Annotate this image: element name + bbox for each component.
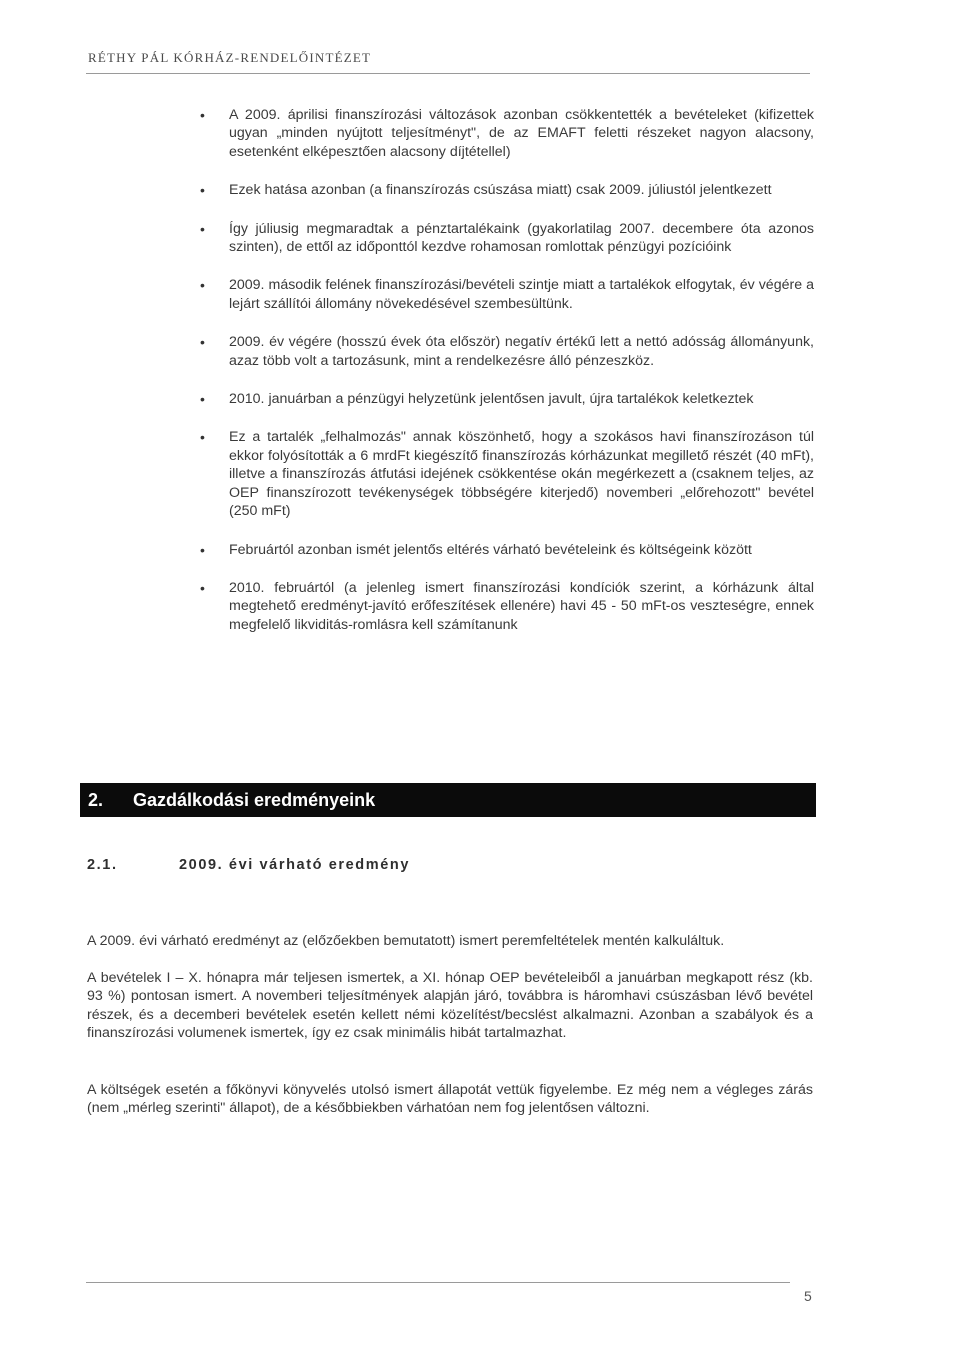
page-number: 5 <box>804 1288 812 1304</box>
body-paragraph: A 2009. évi várható eredményt az (előzőekben bemutatott) ismert peremfeltételek mentén kalkuláltuk. <box>87 933 725 949</box>
subsection-title: 2009. évi várható eredmény <box>179 857 411 873</box>
body-paragraph: A bevételek I – X. hónapra már teljesen ismertek, a XI. hónap OEP bevételeiből a januárban megkapott rész (kb. 93 %) pontosan ismert. A novemberi teljesítmények alapján járó, továbbra is háromhavi csúszásban lévő bevétel részek, és a decemberi bevételek esetén kellett némi közelítést/becslést alkalmazni. Azonban a szabályok és a finanszírozási volumenek ismertek, így ez csak minimális hibát tartalmazhat. <box>87 970 813 1042</box>
bullet-item: • Ez a tartalék „felhalmozás" annak köszönhető, hogy a szokásos havi finanszírozáson túl ekkor folyósították a 6 mrdFt kiegészítő finanszírozás kórházunkat megillető részét (40 mFt), illetve a finanszírozás átfutási idejének csökkentése okán megérkezett a (csaknem teljes, az OEP finanszírozott tevékenységek többségére kiterjedő) novemberi „előrehozott" bevétel (250 mFt) <box>200 428 814 520</box>
section-title: Gazdálkodási eredményeink <box>133 790 376 810</box>
bullet-item: • 2009. második felének finanszírozási/bevételi szintje miatt a tartalékok elfogytak, év végére a lejárt szállítói állomány növekedésével szembesültünk. <box>200 276 814 313</box>
footer-divider <box>86 1282 790 1283</box>
header-divider <box>86 73 810 74</box>
subsection-number: 2.1. <box>87 857 118 873</box>
bullet-item: • 2009. év végére (hosszú évek óta először) negatív értékű lett a nettó adósság állományunk, azaz több volt a tartozásunk, mint a rendelkezésre álló pénzeszköz. <box>200 333 814 370</box>
bullet-item: • A 2009. áprilisi finanszírozási változások azonban csökkentették a bevételeket (kifizettek ugyan „minden nyújtott teljesítményt", de az EMAFT feletti részeket nagyon alacsony, esetenként elképesztően alacsony díjtétellel) <box>200 106 814 161</box>
bullet-list <box>200 106 814 654</box>
body-paragraph: A költségek esetén a főkönyvi könyvelés utolsó ismert állapotát vettük figyelembe. Ez még nem a végleges zárás (nem „mérleg szerinti" állapot), de a későbbiekben várhatóan nem fog jelentősen változni. <box>87 1082 813 1117</box>
bullet-item: • 2010. januárban a pénzügyi helyzetünk jelentősen javult, újra tartalékok keletkeztek <box>200 390 814 408</box>
section-number: 2. <box>88 790 104 810</box>
section-heading-band <box>80 783 816 817</box>
document-header-title: RÉTHY PÁL KÓRHÁZ-RENDELŐINTÉZET <box>88 50 372 65</box>
bullet-item: • 2010. februártól (a jelenleg ismert finanszírozási kondíciók szerint, a kórházunk által megtehető eredményt-javító erőfeszítések ellenére) havi 45 - 50 mFt-os veszteségre, ennek megfelelő likviditás-romlásra kell számítanunk <box>200 579 814 634</box>
bullet-item: • Így júliusig megmaradtak a pénztartalékaink (gyakorlatilag 2007. decembere óta azonos szinten), de ettől az időponttól kezdve rohamosan romlottak pénzügyi pozícióink <box>200 220 814 257</box>
bullet-item: • Ezek hatása azonban (a finanszírozás csúszása miatt) csak 2009. júliustól jelentkezett <box>200 181 814 199</box>
bullet-item: • Februártól azonban ismét jelentős eltérés várható bevételeink és költségeink között <box>200 541 814 559</box>
